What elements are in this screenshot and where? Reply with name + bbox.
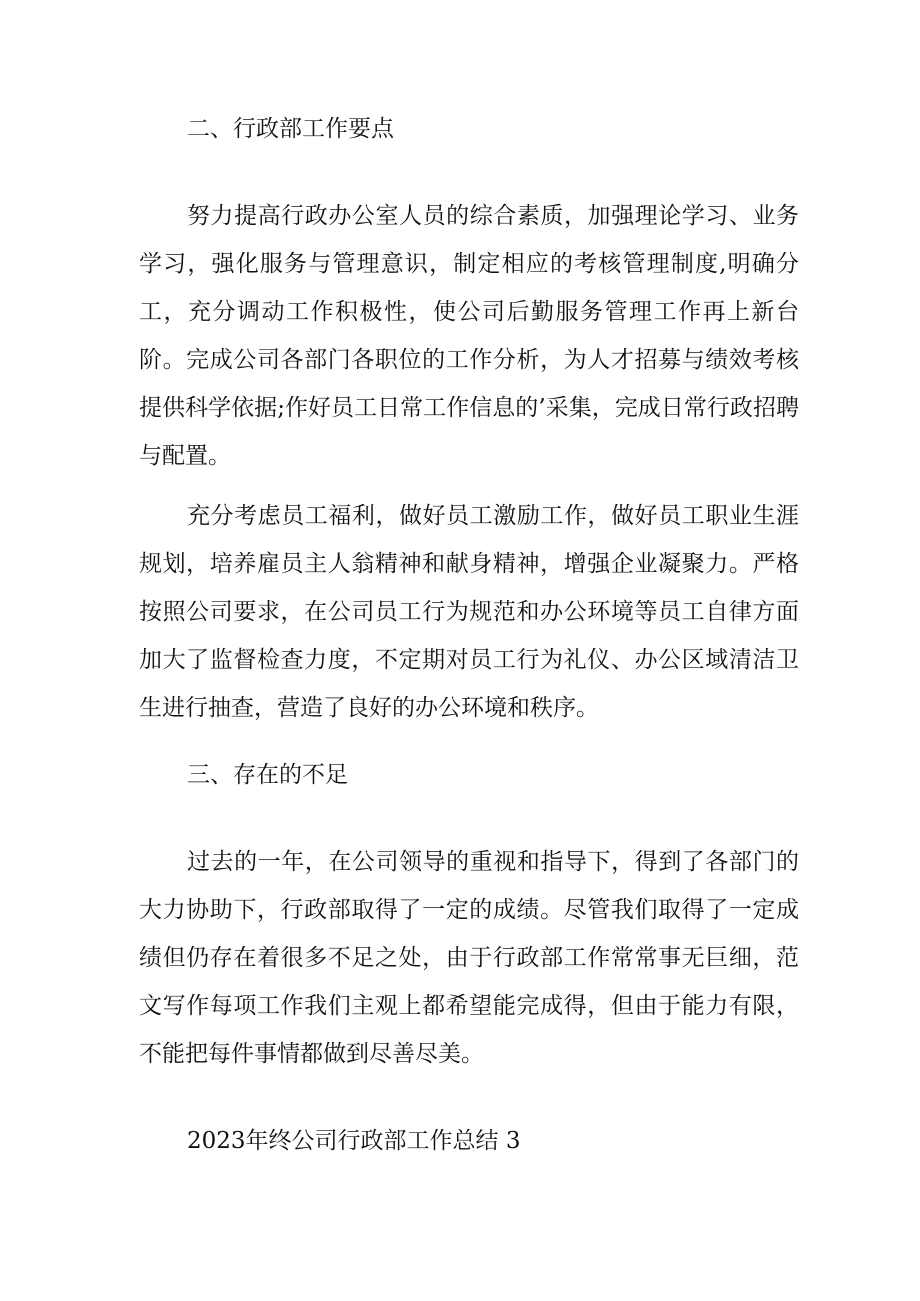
section-heading-administrative-key-points: 二、行政部工作要点 [187,116,394,142]
paragraph-staff-quality: 努力提高行政办公室人员的综合素质，加强理论学习、业务学习，强化服务与管理意识，制定相应的考核管理制度,明确分工，充分调动工作积极性，使公司后勤服务管理工作再上新台阶。完成公司各部门各职位的工作分析，为人才招募与绩效考核提供科学依据;作好员工日常工作信息的’采集，完成日常行政招聘与配置。 [139,203,799,469]
paragraph-shortcomings: 过去的一年，在公司领导的重视和指导下，得到了各部门的大力协助下，行政部取得了一定的成绩。尽管我们取得了一定成绩但仍存在着很多不足之处，由于行政部工作常常事无巨细，范文写作每项工作我们主观上都希望能完成得，但由于能力有限，不能把每件事情都做到尽善尽美。 [139,849,799,1067]
paragraph-employee-welfare: 充分考虑员工福利，做好员工激励工作，做好员工职业生涯规划，培养雇员主人翁精神和献身精神，增强企业凝聚力。严格按照公司要求，在公司员工行为规范和办公环境等员工自律方面加大了监督检查力度，不定期对员工行为礼仪、办公区域清洁卫生进行抽查，营造了良好的办公环境和秩序。 [139,503,799,721]
section-heading-shortcomings: 三、存在的不足 [187,762,348,788]
document-title-summary-3: 2023年终公司行政部工作总结 3 [187,1128,521,1154]
